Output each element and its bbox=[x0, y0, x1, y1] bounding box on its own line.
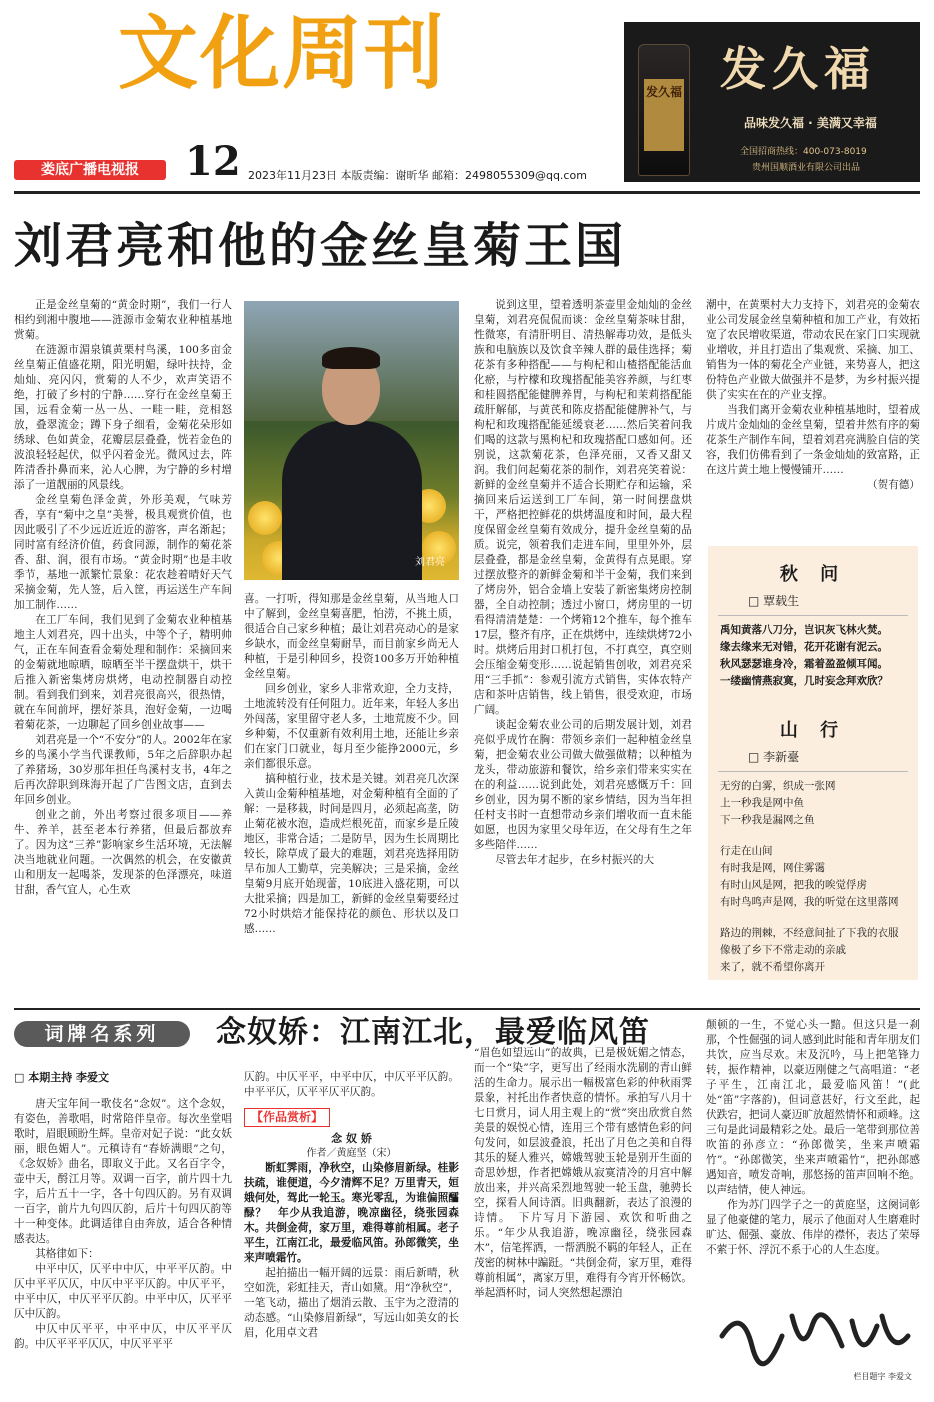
calligraphy-column-title bbox=[712, 1296, 918, 1386]
paragraph: 颠顿的一生，不觉心头一黯。但这只是一刹那，个性倔强的词人感到此时能和青年朋友们共饮，应当尽欢。末及沉吟，马上把笔锋力转，振作精神，以豪迈刚健之气高唱道：“老子平生，江南江北，最爱临风笛！”(此处“笛”字落韵)，但词意甚好，行文至此，起伏跌宕，把词人豪迈旷放超然情怀和顽峰。这三句是此词最精彩之处。最后一笔带到那位善吹笛的孙彦立：“孙郎微笑，坐来声喷霜竹”。“孙郎微笑，坐来声喷霜竹”，把孙郎感遇知音，喷发奇响，那悠扬的笛声回响不绝。以声结情，使人神远。 bbox=[706, 1019, 920, 1196]
paper-name-logo: 娄底广播电视报 bbox=[14, 160, 166, 180]
poem-line: 无穷的白雾，织成一张网 bbox=[720, 780, 836, 792]
poem-author: 作者／黄庭坚（宋） bbox=[306, 1148, 397, 1159]
poem-line: 有时我是网，网住雾霭 bbox=[720, 862, 825, 874]
byline: （贺有德） bbox=[867, 479, 920, 491]
paragraph: 刘君亮是一个“不安分”的人。2002年在家乡的鸟溪小学当代课教师，5年之后辞职办起了养猪场，30岁那年担任鸟溪村支书，4年之后再次辞职到珠海开起了广告图文店，直到去年回乡创业。 bbox=[14, 734, 232, 806]
ad-hotline: 全国招商热线：400-073-8019 bbox=[740, 147, 867, 157]
poem-line: 禹知黄落八刀分，岂识灰飞林火焚。 bbox=[720, 624, 888, 636]
poem-line: 像极了乡下不常走动的亲戚 bbox=[720, 944, 846, 956]
article2-column-3 bbox=[474, 1046, 692, 1396]
paragraph: 中仄中仄平平，中平中仄，中仄平平仄韵。中仄平平平仄仄，中仄平平平 bbox=[14, 1323, 232, 1350]
poem-line: 一缕幽情燕寂寞，几时妄念拜欢欣？ bbox=[720, 675, 888, 687]
paragraph: “眉色如望远山”的故典，已是极妩媚之情态，而一个“染”字，更写出了经雨水洗刷的青山鲜活的生命力。展示出一幅极富色彩的仲秋雨霁景象，衬托出作者快意的情怀。承拍写八月十七日赏月，词人用主观上的“赏”突出欣赏自然美景的娱悦心情，连用三个带有感情色彩的问句发问，如层波叠浪，托出了月色之美和自得其乐的疑人雅兴，嫦娥驾驶玉轮是别开生面的奇思妙想，作者把嫦娥从寂寞清冷的月宫中解放出来，并兴高采烈地驾驶一轮玉盘，驰骋长空，探看人间诗酒。旧典翻新，表达了浪漫的诗情。 下片写月下游园、欢饮和听曲之乐。“年少从我追游，晚凉幽径，绕张园森木”，信笔挥洒，一帮洒脱不羁的年轻人，正在茂密的树林中蹁跹。“共倒金荷，家万里，难得尊前相属”，离家万里，难得有今宵开怀畅饮。举起酒杯时，词人突然想起漂泊 bbox=[474, 1047, 692, 1299]
paragraph: 喜。一打听，得知那是金丝皇菊，从当地人口中了解到，金丝皇菊喜肥，怕涝，不挑土质，很适合自己家乡种植；最让刘君亮动心的是家乡缺水，而金丝皇菊耐旱，而目前家乡尚无人种植，于是引种回乡，投资100多万开始种植金丝皇菊。 bbox=[244, 593, 459, 680]
article1-column-1 bbox=[14, 298, 232, 996]
poem1-title: 秋 问 bbox=[779, 564, 847, 585]
paragraph: 说到这里，望着透明茶壶里金灿灿的金丝皇菊，刘君亮侃侃而谈：金丝皇菊茶味甘甜，性微寒，有清肝明目、清热解毒功效，是低头族和电脑族以及饮食辛辣人群的最佳选择；菊花茶有多种搭配——与枸杞和山楂搭配能活血化瘀，与柠檬和玫瑰搭配能美容养颜，与红枣和桂圆搭配能健脾养胃，与枸杞和茉莉搭配能疏肝解郁，与黄芪和陈皮搭配能健脾补气，与枸杞和玫瑰搭配能延缓衰老……然后笑着问我们喝的这款与黑枸杞和玫瑰搭配口感如何。还别说，这款菊花茶，色泽亮丽，又香又甜又润。我们问起菊花茶的制作，刘君亮笑着说：新鲜的金丝皇菊并不适合长期贮存和运输，采摘回来后运送到工厂车间，第一时间摆盘烘干，严格把控鲜花的烘烤温度和时间，最大程度保留金丝皇菊有效成分，提升金丝皇菊的品质。说完，领着我们走进车间，里里外外，层层叠叠，都是金丝皇菊，金黄得有点晃眼。穿过摆放整齐的新鲜金菊和半干金菊，我们来到了烤房外，铝合金墙上安装了新密集烤房控制器，全自动控制；透过小窗口，烤房里的一切看得清清楚楚：一个烤箱12个推车，每个推车17层，整齐有序，正在烘烤中，连续烘烤72小时。烘烤后用封口机打包，不打真空，真空则会压缩金菊变形……说起销售创收，刘君亮采用“三手抓”：参观引流方式销售，实体农特产店和茶叶店销售，线上销售，很受欢迎，市场广阔。 bbox=[474, 299, 692, 716]
bottle-label: 发久福 bbox=[644, 79, 684, 151]
poem2-title: 山 行 bbox=[779, 720, 847, 741]
poem-line: 路边的荆棘，不经意间扯了下我的衣服 bbox=[720, 927, 899, 939]
ad-brand: 发久福 bbox=[720, 42, 876, 96]
paragraph: 回乡创业，家乡人非常欢迎，全力支持，土地流转没有任何阻力。近年来，年轻人多出外闯荡，家里留守老人多，土地荒废不少。回乡种菊，不仅重新有效利用土地，还能让乡亲们在家门口就业，每月至少能挣2000元，乡亲们都很乐意。 bbox=[244, 683, 459, 770]
masthead-title: 文化周刊 bbox=[118, 7, 446, 100]
poem-line: 有时山风是网，把我的唉觉俘虏 bbox=[720, 879, 867, 891]
poem-title: 念 奴 娇 bbox=[331, 1132, 372, 1145]
poem-line: 上一秒我是网中鱼 bbox=[720, 797, 804, 809]
poem-line: 秋风瑟瑟谁身冷，霜着盈盈倾耳闻。 bbox=[720, 658, 888, 670]
article1-column-4 bbox=[706, 298, 920, 530]
poem2-author: □ 李新臺 bbox=[748, 750, 800, 764]
poem-line: 行走在山间 bbox=[720, 845, 773, 857]
section-divider bbox=[14, 1008, 920, 1010]
article1-headline: 刘君亮和他的金丝皇菊王国 bbox=[14, 218, 627, 274]
paragraph: 作为苏门四学子之一的黄庭坚，这阕词彰显了他豪健的笔力，展示了他面对人生磨难时旷达、倔强、豪放、伟岸的襟怀，表达了荣辱不萦于怀、浮沉不系于心的人生态度。 bbox=[706, 1199, 920, 1256]
article2-column-4 bbox=[706, 1018, 920, 1284]
paragraph: 唐天宝年间一歌伎名“念奴”。这个念奴，有姿色，善歌唱，时常陪伴皇帝。每次坐堂唱歌时，眉眼顾盼生辉。皇帝对妃子说：“此女妖丽，眼色媚人”。元稹诗有“春娇满眼”之句，《念奴娇》曲名，即取义于此。又名百字令，壶中天，酹江月等。双调一百字，前片四十九字，后片五十一字，各十句四仄韵。另有双调一百字，前片九句四仄韵，后片十句四仄韵等十一种变体。此调适律自由奔放，适合各种情感表达。 bbox=[14, 1098, 232, 1245]
series-badge: 词牌名系列 bbox=[14, 1021, 190, 1047]
calligraphy-caption: 栏目题字 李爱文 bbox=[853, 1372, 912, 1381]
bottle-icon bbox=[638, 44, 690, 176]
issue-info: 2023年11月23日 本版责编：谢昕华 邮箱：2498055309@qq.com bbox=[248, 169, 587, 182]
paragraph: 中平中仄，仄平中中仄，中平平仄韵。中仄中平平仄仄，中仄中平平仄韵。中仄平平，中平中仄，中仄平平仄韵。中平中仄，仄平平仄中仄韵。 bbox=[14, 1263, 232, 1320]
paragraph: 创业之前，外出考察过很多项目——养牛、养羊，甚至老本行养猪，但最后都放弃了。因为这“三养”影响家乡生活环境，无法解决当地就业问题。一次偶然的机会，在安徽黄山和朋友一起喝茶，发现茶的色泽漂亮，味道甘甜，香气宜人，心生欢 bbox=[14, 809, 232, 896]
portrait-photo bbox=[244, 301, 459, 580]
article1-column-2 bbox=[244, 592, 459, 996]
poem-text: 断虹霁雨，净秋空，山染修眉新绿。桂影扶疏，谁便道，今夕清辉不足？万里青天，姮娥何处，驾此一轮玉。寒光零乱，为谁偏照醽醁？ 年少从我追游，晚凉幽径，绕张园森木。共倒金荷，家万里，难得尊前相属。老子平生，江南江北，最爱临风笛。孙郎微笑，坐来声喷霜竹。 bbox=[244, 1162, 459, 1264]
appreciation-label: 【作品赏析】 bbox=[244, 1108, 330, 1127]
poem-line: 下一秒我是漏网之鱼 bbox=[720, 814, 815, 826]
poems-box bbox=[708, 546, 918, 980]
paragraph: 搞种植行业，技术是关键。刘君亮几次深入黄山金菊种植基地，对金菊种植有全面的了解：一是移栽，时间是四月，必须起高垄，防止菊花被水泡，造成烂根死苗，而家乡是丘陵地区，非常合适；二是防旱，因为生长周期比较长，除草成了最大的难题，刘君亮选择用防旱布加人工勤草，完美解决；三是采摘，金丝皇菊9月底开始现蕾，10底进入盛花期，可以大批采摘；四是加工，新鲜的金丝皇菊要经过72小时烘焙才能保持花的颜色、形状以及口感…… bbox=[244, 773, 459, 935]
photo-caption: 刘君亮 bbox=[415, 557, 445, 568]
ad-slogan: 品味发久福 · 美满又幸福 bbox=[744, 116, 877, 130]
article1-column-3 bbox=[474, 298, 692, 996]
host-line: □ 本期主持 李爱文 bbox=[14, 1071, 110, 1084]
poem-line: 来了，就不希望你离开 bbox=[720, 961, 825, 973]
paragraph: 起拍描出一幅开阔的远景：雨后新晴，秋空如洗，彩虹挂天，青山如黛。用“净秋空”，一笔飞动，描出了烟消云散、玉宇为之澄清的动态感。“山染修眉新绿”，写远山如美女的长眉，化用卓文君 bbox=[244, 1267, 459, 1339]
page-number: 12 bbox=[185, 138, 241, 185]
header-divider bbox=[14, 191, 920, 194]
liquor-advertisement bbox=[624, 22, 920, 182]
paragraph: 在涟源市湄泉镇黄栗村鸟溪，100多亩金丝皇菊正值盛花期，阳光明媚，绿叶扶持，金灿灿、亮闪闪，赏菊的人不少，欢声笑语不绝，打破了乡村的宁静……穿行在金丝皇菊王国，远看金菊一丛一丛、一畦一畦，竞相怒放，叠翠流金；蹲下身子细看，金菊花朵形如绣球、色如黄金，花瓣层层叠叠，恍若金色的波浪轻轻起伏，似乎闪着金光。微风过去，阵阵清香扑鼻而来，沁人心脾，为宁静的乡村增添了一道靓丽的风景线。 bbox=[14, 344, 232, 491]
paragraph: 谈起金菊农业公司的后期发展计划，刘君亮似乎成竹在胸：带领乡亲们一起种植金丝皇菊，把金菊农业公司做大做强做精；以种植为龙头，带动旅游和餐饮，给乡亲们带来实实在在的利益……说到此处，刘君亮感慨万千：回乡创业，因为舅不断的家乡情结，因为当年担任村支书时一直想带动乡亲们增收而一直未能如愿，也因为家里父母年迈，在父母有生之年多些陪伴…… bbox=[474, 719, 692, 851]
paragraph: 潮中，在黄栗村大力支持下，刘君亮的金菊农业公司发展金丝皇菊种植和加工产业，有效拓宽了农民增收渠道，带动农民在家门口实现就业增收，并且打造出了集观赏、采摘、加工、销售为一体的菊花全产业链，来势喜人，把这份特色产业做大做强并不是梦，为乡村振兴提供了实实在在的产业支撑。 bbox=[706, 299, 920, 401]
paragraph: 其格律如下： bbox=[35, 1248, 99, 1260]
paragraph: 仄韵。中仄平平，中平中仄，中仄平平仄韵。中平平仄，仄平平仄平仄韵。 bbox=[244, 1071, 459, 1098]
article2-headline: 念奴娇：江南江北，最爱临风笛 bbox=[216, 1015, 650, 1050]
article2-column-2 bbox=[244, 1070, 459, 1396]
paragraph: 金丝皇菊色泽金黄，外形美观，气味芳香，享有“菊中之皇”美誉，极具观赏价值，也因此吸引了不少远近近近的游客，声名渐起；同时富有经济价值，药食同源，制作的菊花茶香、甜、润，很有市场。“黄金时期”也是丰收季节，基地一派繁忙景象：花农趁着晴好天气采摘金菊，先人签，后入筐，再运送生产车间加工制作…… bbox=[14, 494, 232, 611]
paragraph: 尽管去年才起步，在乡村振兴的大 bbox=[495, 854, 655, 866]
poem-line: 缘去缘来无对错，花开花谢有泥云。 bbox=[720, 641, 888, 653]
article2-column-1 bbox=[14, 1070, 232, 1396]
ad-company: 贵州国顺酒业有限公司出品 bbox=[752, 163, 861, 173]
poem1-author: □ 覃载生 bbox=[748, 594, 800, 608]
paragraph: 当我们离开金菊农业种植基地时，望着成片成片金灿灿的金丝皇菊，望着井然有序的菊花茶生产制作车间，望着刘君亮满脸自信的笑容，我们仿佛看到了一条金灿灿的致富路，正在这片黄土地上慢慢铺开…… bbox=[706, 404, 920, 476]
paragraph: 正是金丝皇菊的“黄金时期”，我们一行人相约到湘中腹地——涟源市金菊农业种植基地赏菊。 bbox=[14, 299, 232, 341]
paragraph: 在工厂车间，我们见到了金菊农业种植基地主人刘君亮，四十出头，中等个子，精明帅气，正在车间查看金菊处理和制作：采摘回来的金菊就地晾晒，晾晒至半干摆盘烘干，烘干后推入新密集烤房烘烤，电动控制器自动控制。看到我们到来，刘君亮很高兴，很热情，就在车间前坪，摆好茶具，泡好金菊，一边喝着菊花茶，一边聊起了回乡创业故事—— bbox=[14, 614, 232, 731]
poem-line: 有时鸟鸣声是网，我的听觉在这里落网 bbox=[720, 896, 899, 908]
